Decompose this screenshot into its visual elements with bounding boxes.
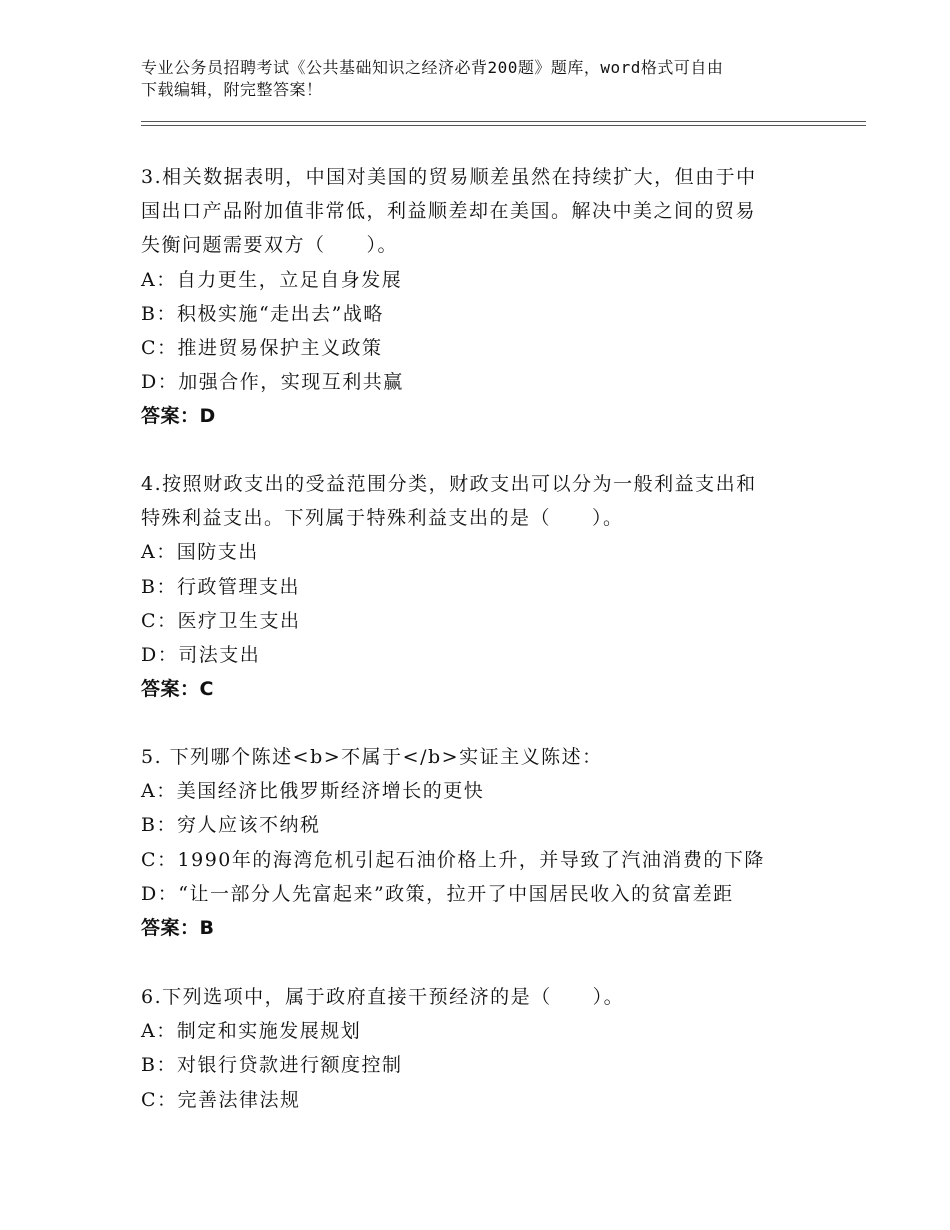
question-stem-line: 6.下列选项中，属于政府直接干预经济的是（ ）。 bbox=[141, 986, 625, 1008]
option-b: B：积极实施“走出去”战略 bbox=[141, 302, 384, 325]
option-d: D：“让一部分人先富起来”政策，拉开了中国居民收入的贫富差距 bbox=[141, 882, 734, 905]
option-a: A：国防支出 bbox=[141, 541, 259, 564]
question-6 bbox=[141, 980, 821, 1117]
option-b: B：穷人应该不纳税 bbox=[141, 814, 321, 837]
option-b: B：行政管理支出 bbox=[141, 575, 300, 598]
question-stem-line: 3.相关数据表明，中国对美国的贸易顺差虽然在持续扩大，但由于中 bbox=[141, 166, 757, 188]
question-3 bbox=[141, 160, 821, 434]
header-divider-bottom bbox=[141, 125, 866, 126]
option-c: C：推进贸易保护主义政策 bbox=[141, 336, 383, 359]
option-c: C：1990年的海湾危机引起石油价格上升，并导致了汽油消费的下降 bbox=[141, 848, 765, 871]
option-a: A：自力更生，立足自身发展 bbox=[141, 268, 403, 291]
option-c: C：医疗卫生支出 bbox=[141, 609, 301, 632]
question-stem-line: 失衡问题需要双方（ ）。 bbox=[141, 234, 399, 257]
answer-label: 答案：B bbox=[141, 916, 215, 939]
question-stem-line: 特殊利益支出。下列属于特殊利益支出的是（ ）。 bbox=[141, 507, 624, 530]
document-header bbox=[141, 57, 821, 101]
header-line-2: 下载编辑，附完整答案！ bbox=[141, 80, 323, 99]
question-stem-line: 5. 下列哪个陈述<b>不属于</b>实证主义陈述： bbox=[141, 746, 603, 768]
option-b: B：对银行贷款进行额度控制 bbox=[141, 1054, 403, 1077]
header-divider-top bbox=[141, 121, 866, 122]
option-a: A：美国经济比俄罗斯经济增长的更快 bbox=[141, 780, 485, 803]
question-5 bbox=[141, 740, 821, 945]
option-a: A：制定和实施发展规划 bbox=[141, 1020, 362, 1043]
question-4 bbox=[141, 467, 821, 706]
answer-label: 答案：D bbox=[141, 405, 216, 428]
option-d: D：加强合作，实现互利共赢 bbox=[141, 371, 404, 394]
answer-label: 答案：C bbox=[141, 678, 214, 701]
header-line-1: 专业公务员招聘考试《公共基础知识之经济必背200题》题库，word格式可自由 bbox=[141, 58, 724, 77]
option-d: D：司法支出 bbox=[141, 643, 261, 666]
question-stem-line: 国出口产品附加值非常低，利益顺差却在美国。解决中美之间的贸易 bbox=[141, 200, 757, 223]
option-c: C：完善法律法规 bbox=[141, 1088, 301, 1111]
question-stem-line: 4.按照财政支出的受益范围分类，财政支出可以分为一般利益支出和 bbox=[141, 473, 757, 495]
